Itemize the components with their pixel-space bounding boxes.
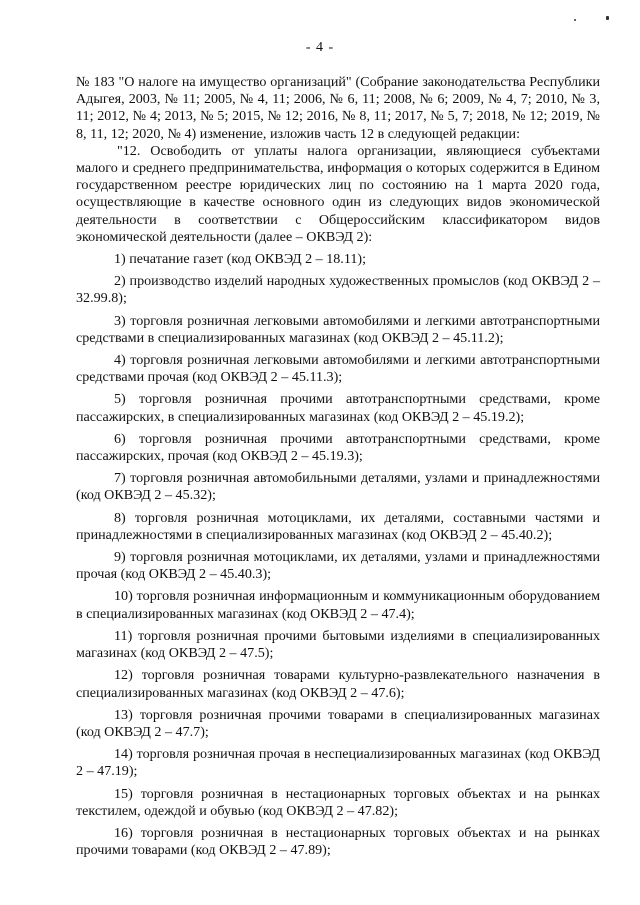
list-item: 11) торговля розничная прочими бытовыми изделиями в специализированных магазинах (код ОКВЭД 2 – 47.5);: [76, 627, 600, 662]
list-item: 6) торговля розничная прочими автотранспортными средствами, кроме пассажирских, прочая (код ОКВЭД 2 – 45.19.3);: [76, 430, 600, 465]
clause-12-paragraph: "12. Освободить от уплаты налога организации, являющиеся субъектами малого и среднего предпринимательства, информация о которых содержится в Едином государственном реестре юридических лиц по состоянию на 1 марта 2020 года, осуществляющие в качестве основного один из следующих видов экономической деятельности в соответствии с Общероссийским классификатором видов экономической деятельности (далее – ОКВЭД 2):: [76, 142, 600, 245]
list-item: 1) печатание газет (код ОКВЭД 2 – 18.11);: [114, 251, 367, 268]
list-item: 7) торговля розничная автомобильными деталями, узлами и принадлежностями (код ОКВЭД 2 – 45.32);: [76, 470, 600, 504]
list-item: 4) торговля розничная легковыми автомобилями и легкими автотранспортными средствами прочая (код ОКВЭД 2 – 45.11.3);: [76, 352, 600, 386]
list-item: 2) производство изделий народных художественных промыслов (код ОКВЭД 2 – 32.99.8);: [76, 273, 600, 307]
list-item: 8) торговля розничная мотоциклами, их деталями, составными частями и принадлежностями в специализированных магазинах (код ОКВЭД 2 – 45.40.2);: [76, 509, 600, 543]
document-body: [76, 74, 600, 864]
list-item: 5) торговля розничная прочими автотранспортными средствами, кроме пассажирских, в специализированных магазинах (код ОКВЭД 2 – 45.19.2);: [76, 391, 600, 425]
list-item: 16) торговля розничная в нестационарных торговых объектах и на рынках прочими товарами (код ОКВЭД 2 – 47.89);: [76, 824, 600, 859]
list-item: 10) торговля розничная информационным и коммуникационным оборудованием в специализированных магазинах (код ОКВЭД 2 – 47.4);: [76, 588, 600, 622]
list-item: 3) торговля розничная легковыми автомобилями и легкими автотранспортными средствами в специализированных магазинах (код ОКВЭД 2 – 45.11.2);: [76, 312, 600, 346]
list-item: 13) торговля розничная прочими товарами в специализированных магазинах (код ОКВЭД 2 – 47.7);: [76, 706, 600, 740]
list-item: 15) торговля розничная в нестационарных торговых объектах и на рынках текстилем, одеждой и обувью (код ОКВЭД 2 – 47.82);: [76, 785, 600, 819]
list-item: 9) торговля розничная мотоциклами, их деталями, узлами и принадлежностями прочая (код ОКВЭД 2 – 45.40.3);: [76, 549, 600, 583]
intro-paragraph: № 183 "О налоге на имущество организаций" (Собрание законодательства Республики Адыгея, 2003, № 11; 2005, № 4, 11; 2006, № 6, 11; 2008, № 6; 2009, № 4, 7; 2010, № 3, 11; 2012, № 4; 2013, № 5; 2015, № 12; 2016, № 8, 11; 2017, № 5, 7; 2018, № 12; 2019, № 8, 11, 12; 2020, № 4) изменение, изложив часть 12 в следующей редакции:: [76, 74, 600, 142]
list-item: 14) торговля розничная прочая в неспециализированных магазинах (код ОКВЭД 2 – 47.19);: [76, 746, 600, 780]
scan-speck: [574, 19, 576, 21]
list-item: 12) торговля розничная товарами культурно-развлекательного назначения в специализированных магазинах (код ОКВЭД 2 – 47.6);: [76, 667, 600, 701]
page-number: - 4 -: [305, 40, 335, 55]
scan-speck: [606, 16, 609, 20]
